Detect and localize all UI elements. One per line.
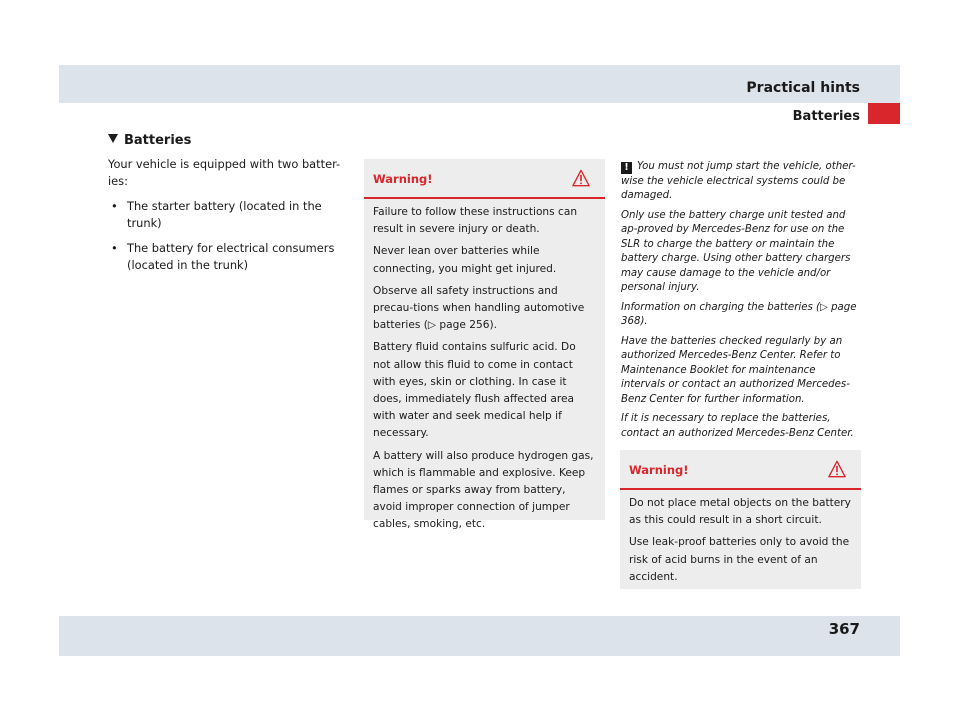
warning-paragraph: Failure to follow these instructions can result in severe injury or death. xyxy=(373,206,578,236)
list-item: • The battery for electrical consumers (located in the trunk) xyxy=(111,241,335,272)
warning-box-battery-handling xyxy=(364,159,605,531)
warning-paragraph: A battery will also produce hydrogen gas, which is flammable and explosive. Keep flames or sparks away from battery, avoid improper connection of jumper cables, smoking, etc. xyxy=(373,449,594,531)
warning-body xyxy=(620,490,861,597)
warning-label: Warning! xyxy=(629,463,689,477)
warning-paragraph: Do not place metal objects on the battery as this could result in a short circuit. xyxy=(629,497,851,527)
bullet-icon: • xyxy=(111,199,118,213)
footer-band xyxy=(59,616,900,656)
warning-triangle-icon xyxy=(572,169,590,187)
notice-paragraph: Information on charging the batteries (▷ page 368). xyxy=(621,301,857,327)
warning-paragraph: Battery fluid contains sulfuric acid. Do not allow this fluid to come in contact with eyes, skin or clothing. In case it does, immediately flush affected area with water and seek medical help if necessary. xyxy=(373,341,576,440)
section-tab-marker xyxy=(868,103,900,124)
warning-paragraph: Never lean over batteries while connecting, you might get injured. xyxy=(373,245,557,275)
warning-header xyxy=(364,159,605,199)
battery-list xyxy=(108,198,344,274)
warning-label: Warning! xyxy=(373,172,433,186)
warning-paragraph: Use leak-proof batteries only to avoid the risk of acid burns in the event of an accident. xyxy=(629,536,850,583)
warning-header xyxy=(620,450,861,490)
exclamation-icon: ! xyxy=(621,162,632,174)
warning-body xyxy=(364,199,605,545)
notice-paragraph: Have the batteries checked regularly by an authorized Mercedes-Benz Center. Refer to Maintenance Booklet for maintenance intervals or contact an authorized Mercedes-Benz Center for further information. xyxy=(621,335,850,405)
section-title: Practical hints xyxy=(746,80,860,96)
list-item: • The starter battery (located in the trunk) xyxy=(111,199,322,230)
intro-text: Your vehicle is equipped with two batter-ies: xyxy=(108,157,341,188)
notice-paragraph: ! You must not jump start the vehicle, other-wise the vehicle electrical systems could be damaged. xyxy=(621,161,856,201)
warning-triangle-icon xyxy=(828,460,846,478)
page-heading xyxy=(108,133,191,148)
intro-column xyxy=(108,156,344,282)
notice-block xyxy=(621,160,861,446)
page-number: 367 xyxy=(828,620,860,638)
notice-paragraph: If it is necessary to replace the batteries, contact an authorized Mercedes-Benz Center. xyxy=(621,413,854,439)
notice-paragraph: Only use the battery charge unit tested and ap-proved by Mercedes-Benz for use on the SLR to charge the battery or maintain the battery charge. Using other battery chargers may cause damage to the vehicle and/or personal injury. xyxy=(621,209,851,293)
warning-paragraph: Observe all safety instructions and precau-tions when handling automotive batteries (▷ page 256). xyxy=(373,284,585,332)
subsection-title: Batteries xyxy=(792,109,860,124)
heading-text: Batteries xyxy=(124,133,192,148)
bullet-icon: • xyxy=(111,241,118,255)
warning-box-short-circuit xyxy=(620,450,861,589)
triangle-down-icon xyxy=(108,134,118,143)
